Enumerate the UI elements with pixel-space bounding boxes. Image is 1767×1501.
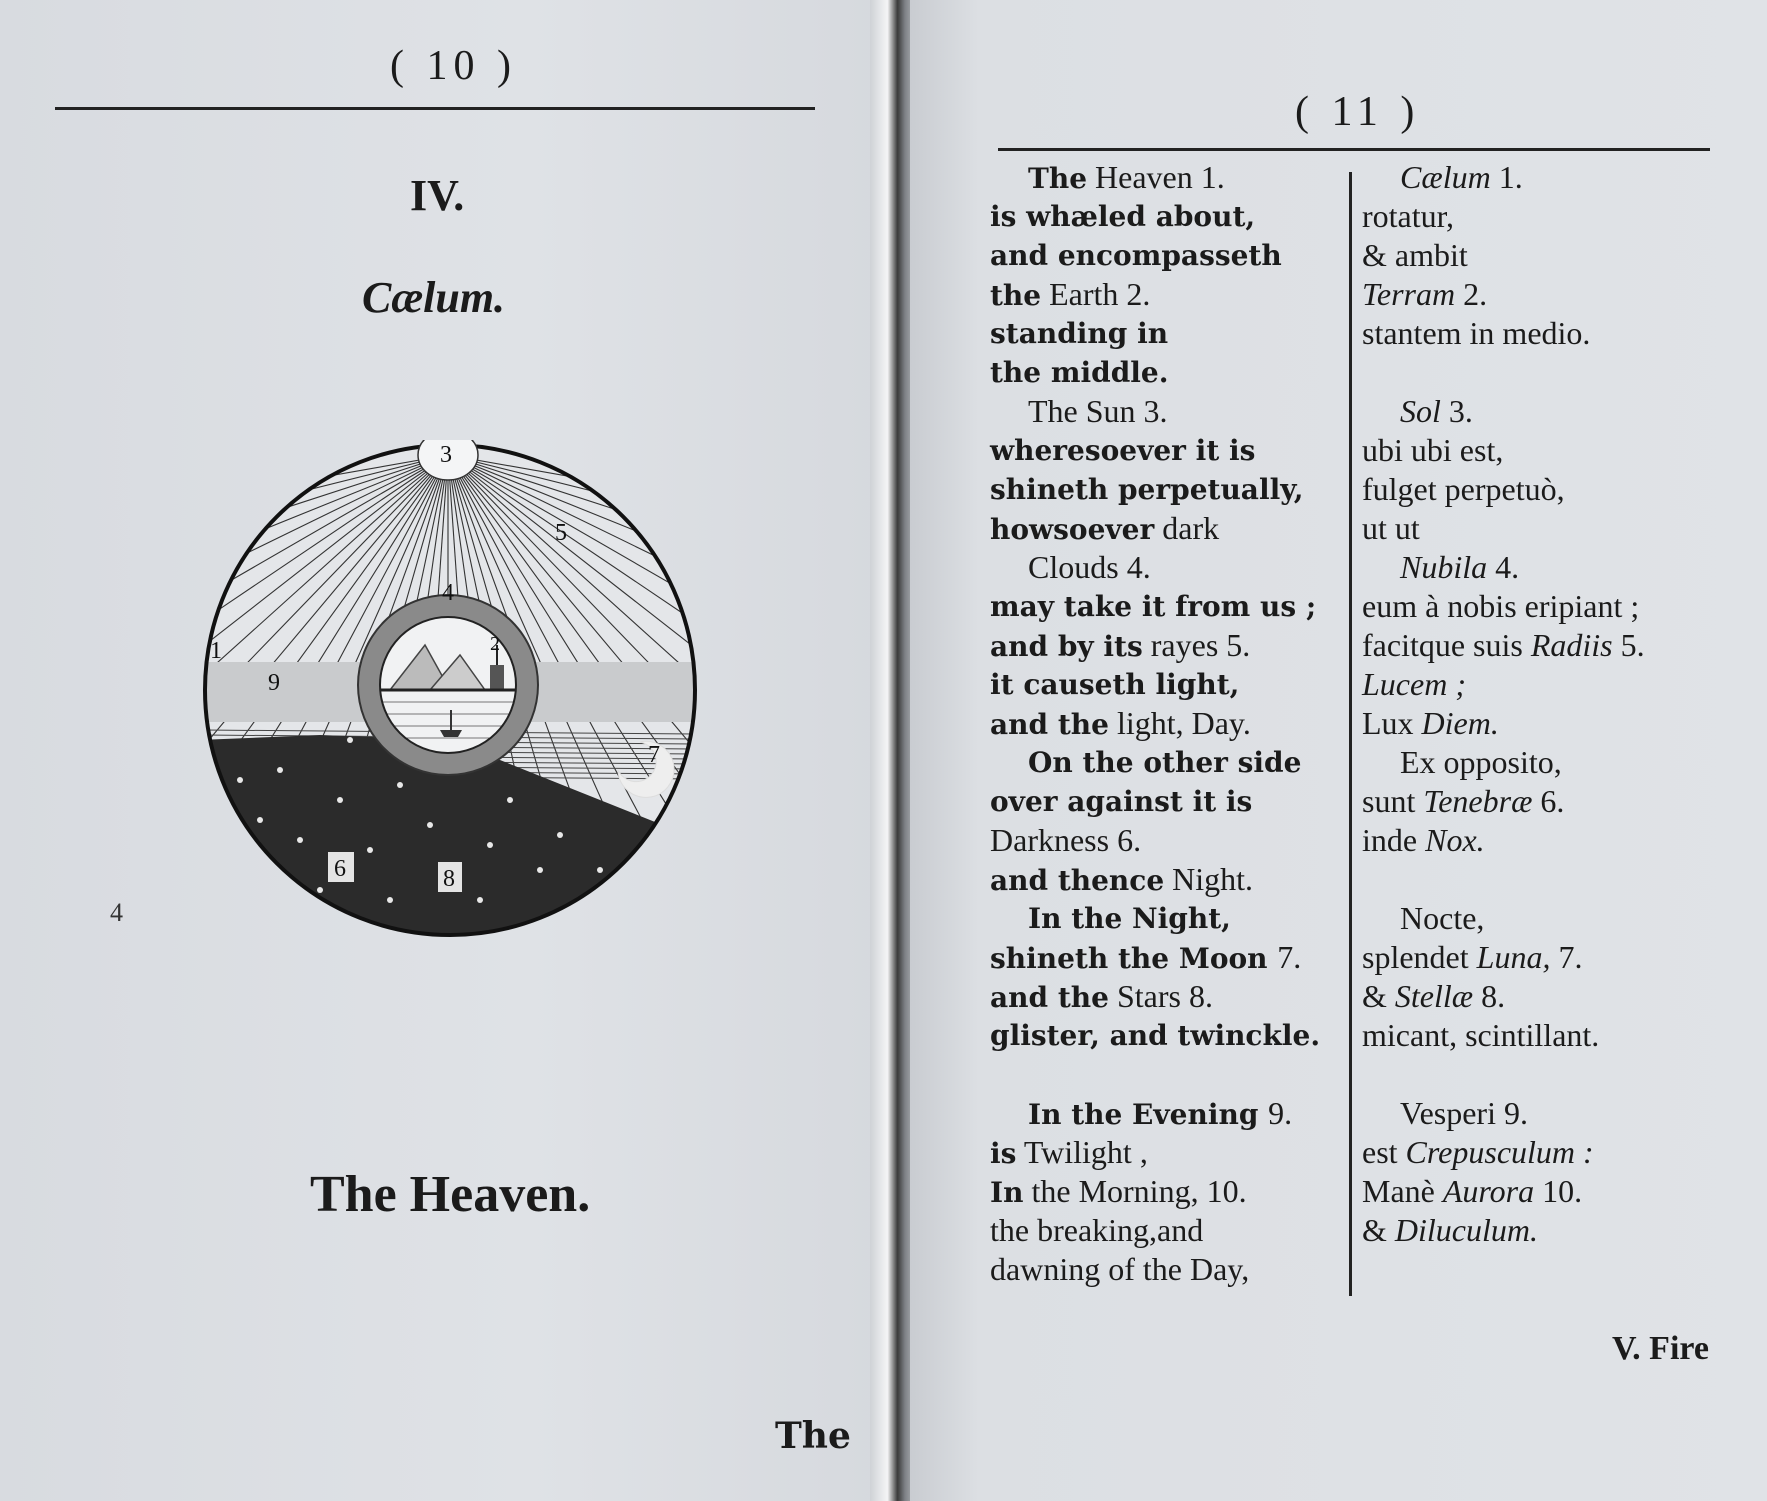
latin-line xyxy=(1362,1016,1645,1055)
star xyxy=(537,867,543,873)
text-segment: Heaven xyxy=(1087,159,1201,195)
latin-line xyxy=(1362,665,1645,704)
chapter-number: IV. xyxy=(410,171,465,220)
left-page xyxy=(0,0,880,1501)
text-segment: Crepusculum : xyxy=(1405,1134,1594,1170)
english-line xyxy=(990,1250,1320,1289)
english-line xyxy=(990,626,1320,665)
english-line xyxy=(990,275,1320,314)
star xyxy=(337,797,343,803)
text-segment: shineth the Moon xyxy=(990,942,1278,975)
text-segment: 9. xyxy=(1268,1095,1293,1131)
figure-number-8: 8 xyxy=(443,866,455,892)
text-segment: In the Night, xyxy=(1028,902,1231,935)
text-segment: 6. xyxy=(1540,783,1565,819)
text-segment: Sol xyxy=(1400,393,1449,429)
english-line xyxy=(990,821,1320,860)
text-segment: splendet xyxy=(1362,939,1477,975)
page-number-right: ( 11 ) xyxy=(1295,89,1421,135)
latin-line xyxy=(1362,1211,1645,1250)
english-line xyxy=(990,158,1320,197)
english-line xyxy=(990,860,1320,899)
text-segment: 2. xyxy=(1463,276,1488,312)
latin-line xyxy=(1362,158,1645,197)
text-segment: and by its xyxy=(990,630,1143,663)
latin-line xyxy=(1362,1133,1645,1172)
figure-number-2: 2 xyxy=(490,633,500,655)
english-column xyxy=(990,158,1320,1289)
text-segment: howsoever xyxy=(990,513,1155,546)
text-segment: Diluculum. xyxy=(1394,1212,1538,1248)
english-line xyxy=(990,470,1320,509)
latin-line xyxy=(1362,353,1645,392)
english-line xyxy=(990,236,1320,275)
latin-line xyxy=(1362,431,1645,470)
star xyxy=(367,847,373,853)
figure-number-7: 7 xyxy=(648,742,660,768)
text-segment: sunt xyxy=(1362,783,1424,819)
latin-line xyxy=(1362,470,1645,509)
text-segment: the breaking,and xyxy=(990,1212,1204,1248)
text-segment: Stars xyxy=(1108,978,1189,1014)
text-segment: Ex opposito, xyxy=(1400,744,1562,780)
english-line xyxy=(990,938,1320,977)
latin-line xyxy=(1362,275,1645,314)
text-segment: ubi ubi est, xyxy=(1362,432,1504,468)
figure-number-4: 4 xyxy=(442,580,454,606)
text-segment: and the xyxy=(990,981,1109,1014)
text-segment: Earth xyxy=(1041,276,1127,312)
star xyxy=(597,867,603,873)
text-segment: & xyxy=(1362,978,1395,1014)
latin-column xyxy=(1362,158,1645,1250)
english-line xyxy=(990,782,1320,821)
text-segment: dawning of the Day, xyxy=(990,1251,1250,1287)
text-segment: In the Evening xyxy=(1028,1098,1269,1131)
text-segment: Stellæ xyxy=(1394,978,1482,1014)
english-line xyxy=(990,353,1320,392)
english-line xyxy=(990,977,1320,1016)
text-segment: Darkness xyxy=(990,822,1118,858)
text-segment: & xyxy=(1362,1212,1395,1248)
text-segment: ut ut xyxy=(1362,510,1420,546)
text-segment: 1. xyxy=(1498,159,1523,195)
text-segment: and encompasseth xyxy=(990,239,1282,272)
header-rule-right xyxy=(998,148,1710,151)
text-segment: 3. xyxy=(1448,393,1473,429)
star xyxy=(257,817,263,823)
text-segment: standing in xyxy=(990,317,1169,350)
figure-number-6: 6 xyxy=(334,856,346,882)
text-segment: Nocte, xyxy=(1400,900,1485,936)
english-line xyxy=(990,704,1320,743)
text-segment: rayes xyxy=(1142,627,1227,663)
latin-line xyxy=(1362,782,1645,821)
star xyxy=(317,887,323,893)
english-line xyxy=(990,1133,1320,1172)
english-line xyxy=(990,509,1320,548)
text-segment: 3. xyxy=(1143,393,1168,429)
text-segment: inde xyxy=(1362,822,1426,858)
star xyxy=(387,897,393,903)
text-segment: the xyxy=(990,279,1042,312)
text-segment: 2. xyxy=(1126,276,1151,312)
heaven-woodcut-figure xyxy=(200,440,700,940)
text-segment: light, Day. xyxy=(1108,705,1251,741)
english-line xyxy=(990,1094,1320,1133)
english-line xyxy=(990,899,1320,938)
text-segment: Nox. xyxy=(1425,822,1485,858)
text-segment: Tenebræ xyxy=(1423,783,1541,819)
text-segment: 6. xyxy=(1117,822,1142,858)
text-segment: Vesperi xyxy=(1400,1095,1504,1131)
latin-line xyxy=(1362,197,1645,236)
text-segment: the middle. xyxy=(990,356,1169,389)
text-segment: Radiis xyxy=(1530,627,1621,663)
latin-line xyxy=(1362,548,1645,587)
text-segment: The Sun xyxy=(1028,393,1144,429)
latin-line xyxy=(1362,626,1645,665)
text-segment: Lux xyxy=(1362,705,1422,741)
star xyxy=(277,767,283,773)
text-segment: Night. xyxy=(1164,861,1254,897)
latin-line xyxy=(1362,392,1645,431)
text-segment: Clouds xyxy=(1028,549,1127,585)
text-segment: fulget perpetuò, xyxy=(1362,471,1565,507)
text-segment: est xyxy=(1362,1134,1406,1170)
star xyxy=(397,782,403,788)
text-segment: micant, scintillant. xyxy=(1362,1017,1600,1053)
text-segment: On the other side xyxy=(1028,746,1302,779)
text-segment: and the xyxy=(990,708,1109,741)
figure-number-9: 9 xyxy=(268,670,280,696)
text-segment: the Morning, xyxy=(1023,1173,1207,1209)
text-segment: Terram xyxy=(1362,276,1464,312)
text-segment: stantem in medio. xyxy=(1362,315,1591,351)
latin-line xyxy=(1362,938,1645,977)
english-line xyxy=(990,197,1320,236)
text-segment: 4. xyxy=(1495,549,1520,585)
english-line xyxy=(990,548,1320,587)
text-segment: Luna, xyxy=(1476,939,1559,975)
text-segment: Nubila xyxy=(1400,549,1496,585)
text-segment: 5. xyxy=(1620,627,1645,663)
text-segment: 5. xyxy=(1226,627,1251,663)
figure-number-1: 1 xyxy=(210,638,222,664)
text-segment: 7. xyxy=(1277,939,1302,975)
latin-line xyxy=(1362,743,1645,782)
english-line xyxy=(990,1055,1320,1094)
english-line xyxy=(990,587,1320,626)
header-rule-left xyxy=(55,107,815,110)
text-segment: Manè xyxy=(1362,1173,1443,1209)
text-segment: is whæled about, xyxy=(990,200,1256,233)
latin-line xyxy=(1362,977,1645,1016)
latin-line xyxy=(1362,821,1645,860)
text-segment: rotatur, xyxy=(1362,198,1455,234)
text-segment: over against it is xyxy=(990,785,1253,818)
catchword-right: V. Fire xyxy=(1612,1330,1709,1367)
text-segment: is xyxy=(990,1137,1017,1170)
text-segment: and thence xyxy=(990,864,1165,897)
english-line xyxy=(990,1211,1320,1250)
latin-line xyxy=(1362,314,1645,353)
text-segment: Diem. xyxy=(1421,705,1499,741)
star xyxy=(237,777,243,783)
text-segment: dark xyxy=(1154,510,1220,546)
english-line xyxy=(990,314,1320,353)
text-segment: 8. xyxy=(1188,978,1213,1014)
text-segment: 10. xyxy=(1206,1173,1247,1209)
column-divider xyxy=(1349,172,1352,1296)
latin-line xyxy=(1362,587,1645,626)
text-segment: eum à nobis eripiant ; xyxy=(1362,588,1640,624)
english-title: The Heaven. xyxy=(310,1166,591,1223)
latin-line xyxy=(1362,1055,1645,1094)
latin-line xyxy=(1362,704,1645,743)
latin-line xyxy=(1362,1172,1645,1211)
catchword-left: The xyxy=(775,1415,851,1457)
text-segment: glister, and twinckle. xyxy=(990,1019,1321,1052)
text-segment: 1. xyxy=(1200,159,1225,195)
english-line xyxy=(990,665,1320,704)
latin-line xyxy=(1362,1094,1645,1133)
figure-number-5: 5 xyxy=(555,520,567,546)
star xyxy=(487,842,493,848)
latin-line xyxy=(1362,236,1645,275)
text-segment: 9. xyxy=(1503,1095,1528,1131)
text-segment: Aurora xyxy=(1442,1173,1543,1209)
english-line xyxy=(990,392,1320,431)
latin-title: Cælum. xyxy=(362,273,506,322)
latin-line xyxy=(1362,899,1645,938)
text-segment: In xyxy=(990,1176,1024,1209)
star xyxy=(557,832,563,838)
text-segment: Lucem ; xyxy=(1362,666,1466,702)
text-segment: The xyxy=(1028,162,1088,195)
text-segment: shineth perpetually, xyxy=(990,473,1304,506)
text-segment: Twilight , xyxy=(1016,1134,1148,1170)
star xyxy=(507,797,513,803)
star xyxy=(347,737,353,743)
english-line xyxy=(990,1172,1320,1211)
text-segment: wheresoever it is xyxy=(990,434,1256,467)
text-segment: Cælum xyxy=(1400,159,1499,195)
latin-line xyxy=(1362,509,1645,548)
text-segment: & ambit xyxy=(1362,237,1468,273)
english-line xyxy=(990,743,1320,782)
text-segment: may take it from us ; xyxy=(990,590,1317,623)
star xyxy=(297,837,303,843)
text-segment: 4. xyxy=(1126,549,1151,585)
english-line xyxy=(990,1016,1320,1055)
latin-line xyxy=(1362,860,1645,899)
margin-mark: 4 xyxy=(110,898,123,927)
text-segment: 8. xyxy=(1481,978,1506,1014)
text-segment: facitque suis xyxy=(1362,627,1531,663)
english-line xyxy=(990,431,1320,470)
star xyxy=(427,822,433,828)
text-segment: 10. xyxy=(1542,1173,1583,1209)
figure-number-3: 3 xyxy=(440,442,452,468)
text-segment: it causeth light, xyxy=(990,668,1240,701)
text-segment: 7. xyxy=(1558,939,1583,975)
star xyxy=(477,897,483,903)
page-number-left: ( 10 ) xyxy=(390,43,517,89)
